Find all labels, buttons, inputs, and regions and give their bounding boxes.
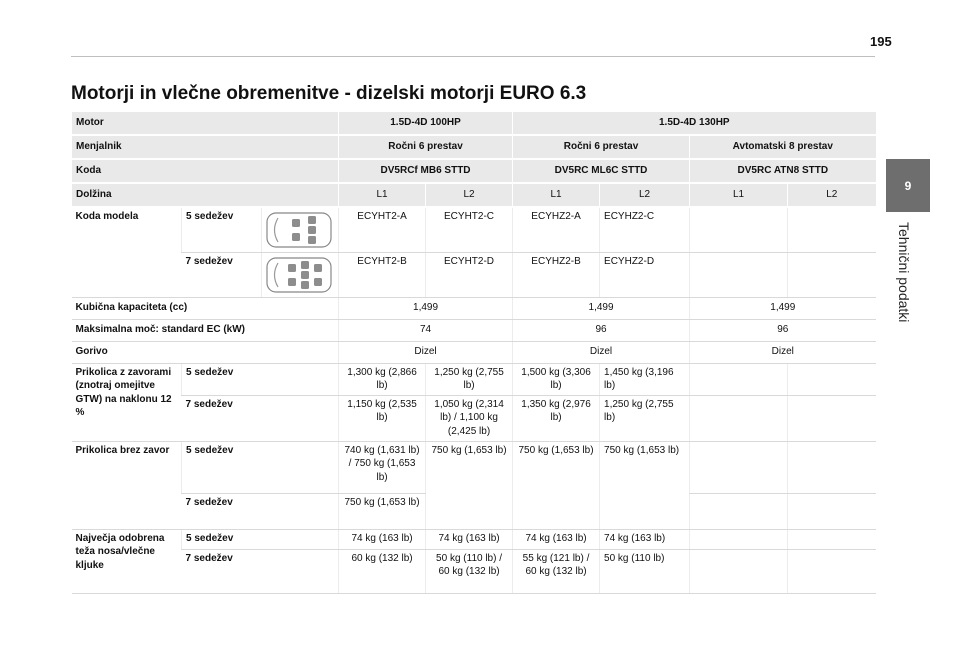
label-towball-load: Največja odobrena teža nosa/vlečne kljuke bbox=[72, 529, 182, 593]
braked-load-cell: 1,450 kg (3,196 lb) bbox=[600, 363, 690, 395]
braked-load-cell: 1,300 kg (2,866 lb) bbox=[339, 363, 426, 395]
unbraked-load-cell: 750 kg (1,653 lb) bbox=[339, 493, 426, 529]
label-motor: Motor bbox=[72, 112, 339, 135]
row-moc bbox=[72, 319, 876, 341]
seats-7-label: 7 sedežev bbox=[182, 549, 339, 593]
seats-5-label: 5 sedežev bbox=[182, 529, 339, 549]
unbraked-load-cell: 750 kg (1,653 lb) bbox=[513, 441, 600, 529]
unbraked-load-cell: 750 kg (1,653 lb) bbox=[600, 441, 690, 529]
seats-5-label: 5 sedežev bbox=[182, 207, 262, 252]
seat-layout-7-icon bbox=[262, 252, 339, 297]
empty-cell bbox=[690, 207, 788, 252]
label-koda: Koda bbox=[72, 159, 339, 183]
displacement-cell: 1,499 bbox=[690, 297, 876, 319]
code-3: DV5RC ATN8 STTD bbox=[690, 159, 876, 183]
seats-7-label: 7 sedežev bbox=[182, 493, 339, 529]
engine-100hp: 1.5D-4D 100HP bbox=[339, 112, 513, 135]
seats-7-label: 7 sedežev bbox=[182, 252, 262, 297]
empty-cell bbox=[788, 252, 876, 297]
towball-load-cell: 74 kg (163 lb) bbox=[339, 529, 426, 549]
model-code-cell: ECYHT2-B bbox=[339, 252, 426, 297]
seat-layout-5-icon bbox=[262, 207, 339, 252]
towball-load-cell: 50 kg (110 lb) / 60 kg (132 lb) bbox=[426, 549, 513, 593]
row-unbraked-5 bbox=[72, 441, 876, 493]
chapter-tab bbox=[886, 159, 930, 212]
chapter-label: Tehnični podatki bbox=[896, 222, 912, 323]
empty-cell bbox=[788, 549, 876, 593]
power-cell: 74 bbox=[339, 319, 513, 341]
seats-5-label: 5 sedežev bbox=[182, 363, 339, 395]
label-dolzina: Dolžina bbox=[72, 183, 339, 207]
model-code-cell: ECYHT2-A bbox=[339, 207, 426, 252]
row-towball-7 bbox=[72, 549, 876, 593]
seats-5-label: 5 sedežev bbox=[182, 441, 339, 493]
label-unbraked-trailer: Prikolica brez zavor bbox=[72, 441, 182, 529]
row-koda-modela-7 bbox=[72, 252, 876, 297]
towball-load-cell: 55 kg (121 lb) / 60 kg (132 lb) bbox=[513, 549, 600, 593]
towball-load-cell: 50 kg (110 lb) bbox=[600, 549, 690, 593]
braked-load-cell: 1,350 kg (2,976 lb) bbox=[513, 395, 600, 441]
fuel-cell: Dizel bbox=[513, 341, 690, 363]
label-koda-modela: Koda modela bbox=[72, 207, 182, 297]
model-code-cell: ECYHT2-C bbox=[426, 207, 513, 252]
length-cell: L1 bbox=[513, 183, 600, 207]
model-code-cell: ECYHT2-D bbox=[426, 252, 513, 297]
label-moc: Maksimalna moč: standard EC (kW) bbox=[72, 319, 339, 341]
empty-cell bbox=[788, 207, 876, 252]
row-koda bbox=[72, 159, 876, 183]
gearbox-1: Ročni 6 prestav bbox=[339, 135, 513, 159]
unbraked-load-cell: 740 kg (1,631 lb) / 750 kg (1,653 lb) bbox=[339, 441, 426, 493]
length-cell: L1 bbox=[690, 183, 788, 207]
row-kubicna bbox=[72, 297, 876, 319]
power-cell: 96 bbox=[690, 319, 876, 341]
model-code-cell: ECYHZ2-B bbox=[513, 252, 600, 297]
braked-load-cell: 1,250 kg (2,755 lb) bbox=[600, 395, 690, 441]
empty-cell bbox=[690, 441, 788, 493]
length-cell: L1 bbox=[339, 183, 426, 207]
towball-load-cell: 74 kg (163 lb) bbox=[426, 529, 513, 549]
top-divider bbox=[71, 56, 875, 57]
row-motor bbox=[72, 112, 876, 135]
braked-load-cell: 1,050 kg (2,314 lb) / 1,100 kg (2,425 lb) bbox=[426, 395, 513, 441]
row-menjalnik bbox=[72, 135, 876, 159]
code-2: DV5RC ML6C STTD bbox=[513, 159, 690, 183]
chapter-number: 9 bbox=[904, 178, 912, 193]
empty-cell bbox=[788, 395, 876, 441]
empty-cell bbox=[788, 441, 876, 493]
label-gorivo: Gorivo bbox=[72, 341, 339, 363]
displacement-cell: 1,499 bbox=[513, 297, 690, 319]
length-cell: L2 bbox=[788, 183, 876, 207]
row-koda-modela-5 bbox=[72, 207, 876, 252]
row-braked-5 bbox=[72, 363, 876, 395]
towball-load-cell: 74 kg (163 lb) bbox=[600, 529, 690, 549]
fuel-cell: Dizel bbox=[339, 341, 513, 363]
model-code-cell: ECYHZ2-D bbox=[600, 252, 690, 297]
row-dolzina bbox=[72, 183, 876, 207]
unbraked-load-cell: 750 kg (1,653 lb) bbox=[426, 441, 513, 529]
braked-load-cell: 1,150 kg (2,535 lb) bbox=[339, 395, 426, 441]
braked-load-cell: 1,250 kg (2,755 lb) bbox=[426, 363, 513, 395]
seats-7-label: 7 sedežev bbox=[182, 395, 339, 441]
empty-cell bbox=[690, 493, 788, 529]
empty-cell bbox=[788, 363, 876, 395]
empty-cell bbox=[690, 252, 788, 297]
model-code-cell: ECYHZ2-A bbox=[513, 207, 600, 252]
gearbox-3: Avtomatski 8 prestav bbox=[690, 135, 876, 159]
empty-cell bbox=[788, 529, 876, 549]
empty-cell bbox=[690, 529, 788, 549]
row-gorivo bbox=[72, 341, 876, 363]
engine-spec-table bbox=[71, 112, 876, 594]
towball-load-cell: 60 kg (132 lb) bbox=[339, 549, 426, 593]
empty-cell bbox=[788, 493, 876, 529]
page-title: Motorji in vlečne obremenitve - dizelski motorji EURO 6.3 bbox=[71, 83, 587, 104]
empty-cell bbox=[690, 363, 788, 395]
code-1: DV5RCf MB6 STTD bbox=[339, 159, 513, 183]
displacement-cell: 1,499 bbox=[339, 297, 513, 319]
fuel-cell: Dizel bbox=[690, 341, 876, 363]
label-braked-trailer: Prikolica z zavorami (znotraj omejitve GTW) na naklonu 12 % bbox=[72, 363, 182, 441]
braked-load-cell: 1,500 kg (3,306 lb) bbox=[513, 363, 600, 395]
engine-130hp: 1.5D-4D 130HP bbox=[513, 112, 876, 135]
model-code-cell: ECYHZ2-C bbox=[600, 207, 690, 252]
label-kubicna: Kubična kapaciteta (cc) bbox=[72, 297, 339, 319]
row-braked-7 bbox=[72, 395, 876, 441]
row-towball-5 bbox=[72, 529, 876, 549]
length-cell: L2 bbox=[600, 183, 690, 207]
page-number: 195 bbox=[870, 34, 892, 49]
length-cell: L2 bbox=[426, 183, 513, 207]
empty-cell bbox=[690, 549, 788, 593]
power-cell: 96 bbox=[513, 319, 690, 341]
towball-load-cell: 74 kg (163 lb) bbox=[513, 529, 600, 549]
gearbox-2: Ročni 6 prestav bbox=[513, 135, 690, 159]
empty-cell bbox=[690, 395, 788, 441]
label-menjalnik: Menjalnik bbox=[72, 135, 339, 159]
